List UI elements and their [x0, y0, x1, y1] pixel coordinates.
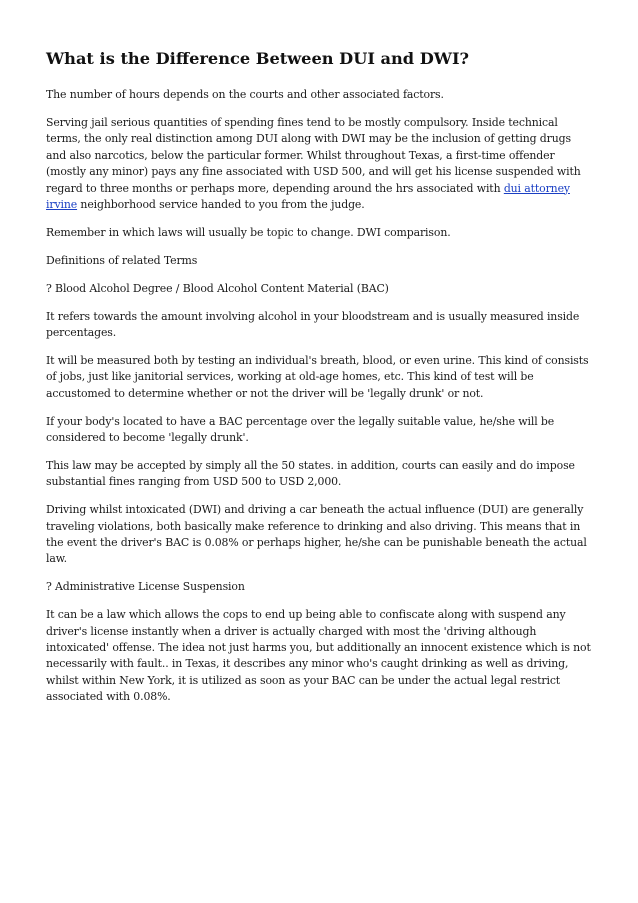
paragraph-license-suspension: It can be a law which allows the cops to end up being able to confiscate along with suspend any driver's license instantly when a driver is actually charged with most the 'driving although intoxicated' offense. The idea not just harms you, but additionally an innocent existence which is not necessarily with fault.. in Texas, it describes any minor who's caught drinking as well as driving, whilst within New York, it is utilized as soon as your BAC can be under the actual legal restrict associated with 0.08%.	[46, 608, 591, 704]
paragraph-bac-definition: It refers towards the amount involving alcohol in your bloodstream and is usually measured inside percentages.	[46, 309, 580, 339]
paragraph-legally-drunk: If your body's located to have a BAC percentage over the legally suitable value, he/she will be considered to become 'legally drunk'.	[46, 414, 555, 444]
paragraph-text-after-link: neighborhood service handed to you from the judge.	[77, 197, 365, 211]
paragraph-laws-change: Remember in which laws will usually be topic to change. DWI comparison.	[46, 225, 451, 239]
page-title: What is the Difference Between DUI and DWI?	[46, 49, 470, 68]
paragraph-bac-testing: It will be measured both by testing an individual's breath, blood, or even urine. This kind of consists of jobs, just like janitorial services, working at old-age homes, etc. This kind of test will be accustomed to determine whether or not the driver will be 'legally drunk' or not.	[46, 353, 589, 400]
paragraph-fines: This law may be accepted by simply all the 50 states. in addition, courts can easily and do impose substantial fines ranging from USD 500 to USD 2,000.	[46, 458, 575, 489]
term-license-suspension: ? Administrative License Suspension	[46, 580, 245, 594]
paragraph-jail-fines	[46, 115, 594, 213]
document-content	[46, 48, 594, 717]
paragraph-hours: The number of hours depends on the courts and other associated factors.	[46, 88, 444, 101]
paragraph-text-before-link: Serving jail serious quantities of spending fines tend to be mostly compulsory. Inside technical terms, the only real distinction among DUI along with DWI may be the inclusion of getting drugs and also narcotics, below the particular former. Whilst throughout Texas, a first-time offender (mostly any minor) pays any fine associated with USD 500, and will get his license suspended with regard to three months or perhaps more, depending around the hrs associated with	[46, 115, 581, 195]
paragraph-dwi-dui: Driving whilst intoxicated (DWI) and driving a car beneath the actual influence (DUI) are generally traveling violations, both basically make reference to drinking and also driving. This means that in the event the driver's BAC is 0.08% or perhaps higher, he/she can be punishable beneath the actual law.	[46, 503, 587, 566]
dui-attorney-irvine-link[interactable]: dui attorney irvine	[46, 181, 570, 211]
section-heading-definitions: Definitions of related Terms	[46, 253, 198, 267]
term-bac: ? Blood Alcohol Degree / Blood Alcohol Content Material (BAC)	[46, 281, 389, 295]
